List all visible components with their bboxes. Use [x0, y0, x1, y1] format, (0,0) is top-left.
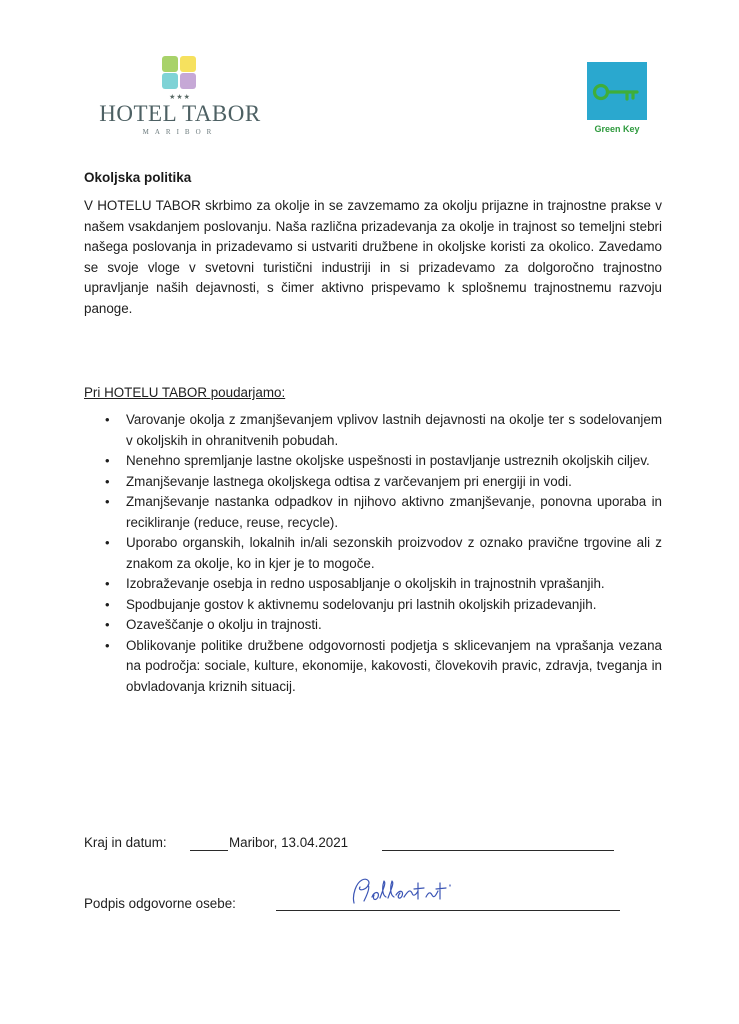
list-item [104, 533, 662, 574]
bullet-icon: • [105, 535, 110, 550]
bullet-icon: • [105, 596, 110, 612]
logo-stars: ★★★ [169, 94, 191, 101]
place-date-value: Maribor, 13.04.2021 [229, 835, 349, 850]
intro-paragraph: V HOTELU TABOR skrbimo za okolje in se zavzemamo za okolju prijazne in trajnostne prakse v našem vsakdanjem poslovanju. Naša različna prizadevanja za okolje in trajnost so temeljni stebri našega poslovanja in prizadevamo si ustvariti družbene in okoljske koristi za okolico. Zavedamo se svoje vloge v svetovni turistični industriji in si prizadevamo za dolgoročno trajnostno upravljanje naših dejavnosti, s čimer aktivno prispevamo k splošnemu trajnostnemu razvoju panoge. [84, 198, 662, 316]
place-date-line-prefix [190, 850, 228, 851]
key-icon [587, 62, 647, 120]
green-key-label: Green Key [594, 124, 640, 134]
list-item-text: Varovanje okolja z zmanjševanjem vplivov lastnih dejavnosti na okolje ter s sodelovanjem v okoljskih in ohranitvenih pobudah. [126, 412, 662, 448]
place-date-label: Kraj in datum: [84, 835, 167, 850]
list-item-text: Ozaveščanje o okolju in trajnosti. [126, 617, 322, 632]
list-item [104, 451, 662, 472]
logo-squares-icon [160, 54, 200, 94]
bullet-icon: • [105, 494, 110, 509]
bullet-icon: • [105, 617, 110, 632]
list-item [104, 410, 662, 451]
emphasis-subheading: Pri HOTELU TABOR poudarjamo: [84, 385, 286, 400]
handwritten-signature [346, 873, 456, 909]
list-item-text: Uporabo organskih, lokalnih in/ali sezonskih proizvodov z oznako pravične trgovine ali z znakom za okolje, ko in kjer je to mogoče. [126, 535, 662, 571]
list-item-text: Zmanjševanje nastanka odpadkov in njihovo aktivno zmanjševanje, ponovna uporaba in recikliranje (reduce, reuse, recycle). [126, 494, 662, 530]
page-title: Okoljska politika [84, 170, 192, 185]
list-item [104, 615, 662, 636]
list-item [104, 492, 662, 533]
bullet-icon: • [105, 412, 110, 427]
list-item [104, 595, 662, 616]
bullet-icon: • [105, 637, 110, 653]
signature-label: Podpis odgovorne osebe: [84, 896, 236, 911]
green-key-badge [586, 62, 648, 134]
logo-city: MARIBOR [142, 128, 218, 136]
list-item-text: Spodbujanje gostov k aktivnemu sodelovanju pri lastnih okoljskih prizadevanjih. [126, 596, 597, 612]
place-date-line-suffix [382, 850, 614, 851]
list-item [104, 574, 662, 595]
signature-line [276, 910, 620, 911]
policy-list [104, 410, 662, 697]
list-item-text: Nenehno spremljanje lastne okoljske uspešnosti in postavljanje ustreznih okoljskih ciljev. [126, 453, 650, 468]
bullet-icon: • [105, 453, 110, 468]
bullet-icon: • [105, 473, 110, 489]
logo-hotel-name: HOTEL TABOR [99, 101, 261, 126]
list-item [104, 636, 662, 698]
list-item-text: Oblikovanje politike družbene odgovornosti podjetja s sklicevanjem na vprašanja vezana na področja: sociale, kulture, ekonomije, kakovosti, človekovih pravic, zdravja, tveganja in obvladovanja kriznih situacij. [126, 637, 662, 694]
hotel-logo [96, 54, 264, 136]
bullet-icon: • [105, 576, 110, 591]
green-key-logo [587, 62, 647, 120]
list-item-text: Zmanjševanje lastnega okoljskega odtisa z varčevanjem pri energiji in vodi. [126, 473, 572, 489]
list-item-text: Izobraževanje osebja in redno usposabljanje o okoljskih in trajnostnih vprašanjih. [126, 576, 605, 591]
list-item [104, 472, 662, 493]
